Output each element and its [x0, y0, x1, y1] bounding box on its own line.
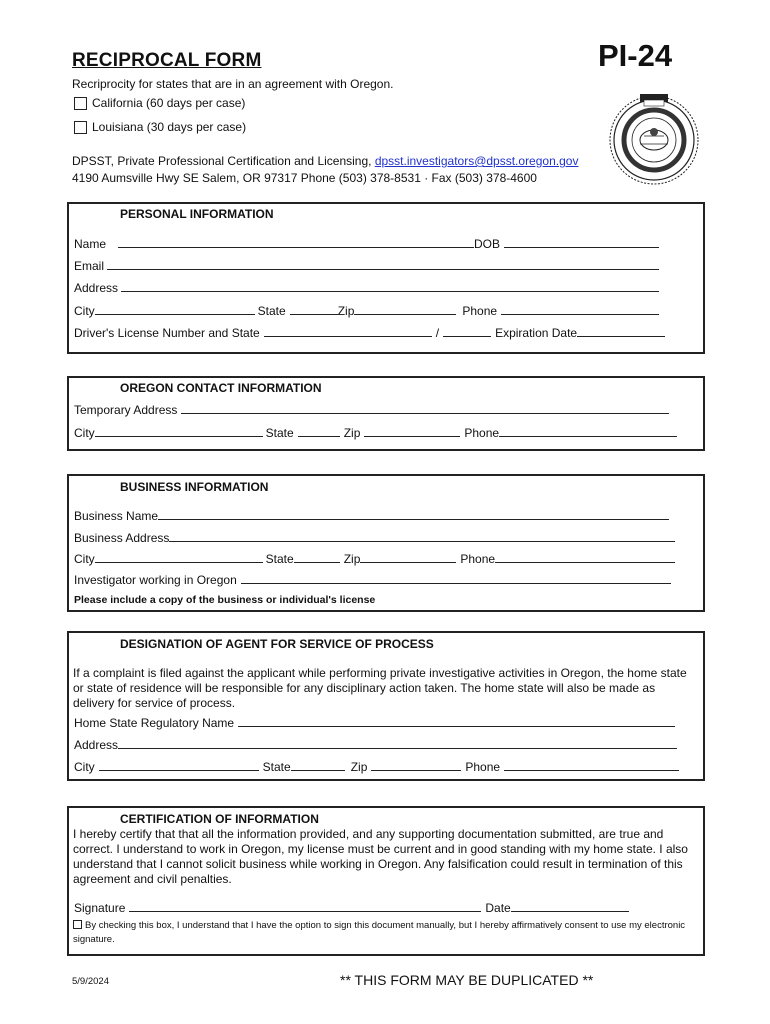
oregon-phone-label: Phone	[464, 426, 500, 440]
signature-field[interactable]	[129, 911, 481, 912]
agent-phone-label: Phone	[465, 760, 501, 774]
name-label: Name	[74, 237, 107, 251]
oregon-contact-section	[67, 376, 705, 451]
expiration-label: Expiration Date	[495, 326, 578, 340]
oregon-zip-label: Zip	[343, 426, 361, 440]
state-label: State	[257, 304, 286, 318]
business-name-row	[74, 509, 695, 523]
business-address-label: Business Address	[74, 531, 170, 545]
signature-label: Signature	[74, 901, 126, 915]
temp-address-field[interactable]	[181, 413, 669, 414]
business-state-field[interactable]	[294, 562, 340, 563]
dpsst-seal-icon	[604, 88, 704, 188]
agency-name: DPSST, Private Professional Certification and Licensing,	[72, 154, 375, 168]
phone-label: Phone	[462, 304, 498, 318]
personal-heading: PERSONAL INFORMATION	[120, 207, 274, 221]
city-label: City	[74, 304, 95, 318]
form-title: RECIPROCAL FORM	[72, 50, 262, 71]
phone-field[interactable]	[501, 314, 659, 315]
business-name-field[interactable]	[158, 519, 669, 520]
oregon-state-label: State	[265, 426, 294, 440]
state-field[interactable]	[290, 314, 338, 315]
date-label: Date	[485, 901, 511, 915]
zip-field[interactable]	[354, 314, 456, 315]
business-phone-label: Phone	[460, 552, 496, 566]
option-california[interactable]	[74, 96, 245, 110]
personal-information-section	[67, 202, 705, 354]
agency-contact-line	[72, 154, 578, 168]
agent-city-field[interactable]	[99, 770, 259, 771]
business-zip-label: Zip	[343, 552, 361, 566]
zip-label: Zip	[337, 304, 355, 318]
regulatory-row	[74, 716, 695, 730]
regulatory-label: Home State Regulatory Name	[74, 716, 235, 730]
investigator-row	[74, 573, 695, 587]
oregon-city-label: City	[74, 426, 95, 440]
oregon-heading: OREGON CONTACT INFORMATION	[120, 381, 322, 395]
email-label: Email	[74, 259, 105, 273]
temp-address-row	[74, 403, 695, 417]
address-row	[74, 281, 695, 295]
business-city-field[interactable]	[95, 562, 263, 563]
city-row	[74, 304, 695, 318]
license-label: Driver's License Number and State	[74, 326, 260, 340]
business-name-label: Business Name	[74, 509, 159, 523]
oregon-phone-field[interactable]	[499, 436, 677, 437]
signature-row	[74, 901, 695, 915]
agent-zip-field[interactable]	[371, 770, 461, 771]
dob-label: DOB	[474, 237, 501, 251]
regulatory-field[interactable]	[238, 726, 675, 727]
email-row	[74, 259, 695, 273]
revision-date: 5/9/2024	[72, 976, 109, 987]
license-state-field[interactable]	[443, 336, 491, 337]
agent-address-label: Address	[74, 738, 119, 752]
business-phone-field[interactable]	[495, 562, 675, 563]
business-state-label: State	[265, 552, 294, 566]
dob-field[interactable]	[504, 247, 659, 248]
agent-phone-field[interactable]	[504, 770, 679, 771]
esign-checkbox[interactable]	[73, 920, 82, 929]
business-zip-field[interactable]	[360, 562, 456, 563]
option-california-label: California (60 days per case)	[92, 96, 246, 110]
address-label: Address	[74, 281, 119, 295]
license-row	[74, 326, 695, 340]
agent-designation-section	[67, 631, 705, 781]
agency-address: 4190 Aumsville Hwy SE Salem, OR 97317 Phone (503) 378-8531 · Fax (503) 378-4600	[72, 171, 537, 185]
business-license-note: Please include a copy of the business or individual's license	[74, 594, 376, 606]
address-field[interactable]	[121, 291, 659, 292]
certification-heading: CERTIFICATION OF INFORMATION	[120, 812, 319, 826]
business-city-row	[74, 552, 695, 566]
email-field[interactable]	[107, 269, 659, 270]
duplication-note: ** THIS FORM MAY BE DUPLICATED **	[340, 972, 594, 988]
license-slash: /	[435, 326, 440, 340]
esign-text: By checking this box, I understand that I have the option to sign this document manually, but I hereby affirmatively consent to use my electronic signature.	[73, 920, 686, 945]
checkbox-louisiana[interactable]	[74, 121, 87, 134]
agent-city-row	[74, 760, 695, 774]
business-heading: BUSINESS INFORMATION	[120, 480, 269, 494]
oregon-city-row	[74, 426, 695, 440]
esign-consent	[73, 919, 697, 947]
name-field[interactable]	[118, 247, 474, 248]
date-field[interactable]	[511, 911, 629, 912]
agent-address-field[interactable]	[118, 748, 677, 749]
oregon-state-field[interactable]	[298, 436, 340, 437]
agent-state-field[interactable]	[291, 770, 345, 771]
form-number: PI-24	[598, 38, 673, 73]
certification-section	[67, 806, 705, 956]
certification-paragraph: I hereby certify that that all the information provided, and any supporting documentation submitted, are true and correct. I understand to work in Oregon, my license must be current and in good standing with my home state. I also understand that I cannot solicit business while working in Oregon. Any falsification could result in termination of this agreement and civil penalties.	[73, 827, 688, 886]
checkbox-california[interactable]	[74, 97, 87, 110]
oregon-zip-field[interactable]	[364, 436, 460, 437]
license-field[interactable]	[264, 336, 432, 337]
name-row	[74, 237, 695, 251]
form-subtitle: Recriprocity for states that are in an agreement with Oregon.	[72, 77, 394, 91]
oregon-city-field[interactable]	[95, 436, 263, 437]
business-address-row	[74, 531, 695, 545]
city-field[interactable]	[95, 314, 255, 315]
agent-zip-label: Zip	[350, 760, 368, 774]
agent-address-row	[74, 738, 695, 752]
agent-paragraph: If a complaint is filed against the applicant while performing private investigative activities in Oregon, the home state or state of residence will be responsible for any disciplinary action taken. The home state will also be made as delivery for service of process.	[73, 666, 687, 710]
business-note-row	[74, 594, 695, 606]
agent-heading: DESIGNATION OF AGENT FOR SERVICE OF PROCESS	[120, 637, 434, 651]
agent-state-label: State	[262, 760, 291, 774]
business-city-label: City	[74, 552, 95, 566]
business-address-field[interactable]	[169, 541, 675, 542]
investigator-label: Investigator working in Oregon	[74, 573, 237, 587]
temp-address-label: Temporary Address	[74, 403, 178, 417]
expiration-field[interactable]	[577, 336, 665, 337]
business-information-section	[67, 474, 705, 612]
agent-city-label: City	[74, 760, 95, 774]
agency-email-link[interactable]: dpsst.investigators@dpsst.oregon.gov	[374, 154, 579, 168]
option-louisiana-label: Louisiana (30 days per case)	[92, 120, 247, 134]
investigator-field[interactable]	[241, 583, 671, 584]
option-louisiana[interactable]	[74, 120, 246, 134]
